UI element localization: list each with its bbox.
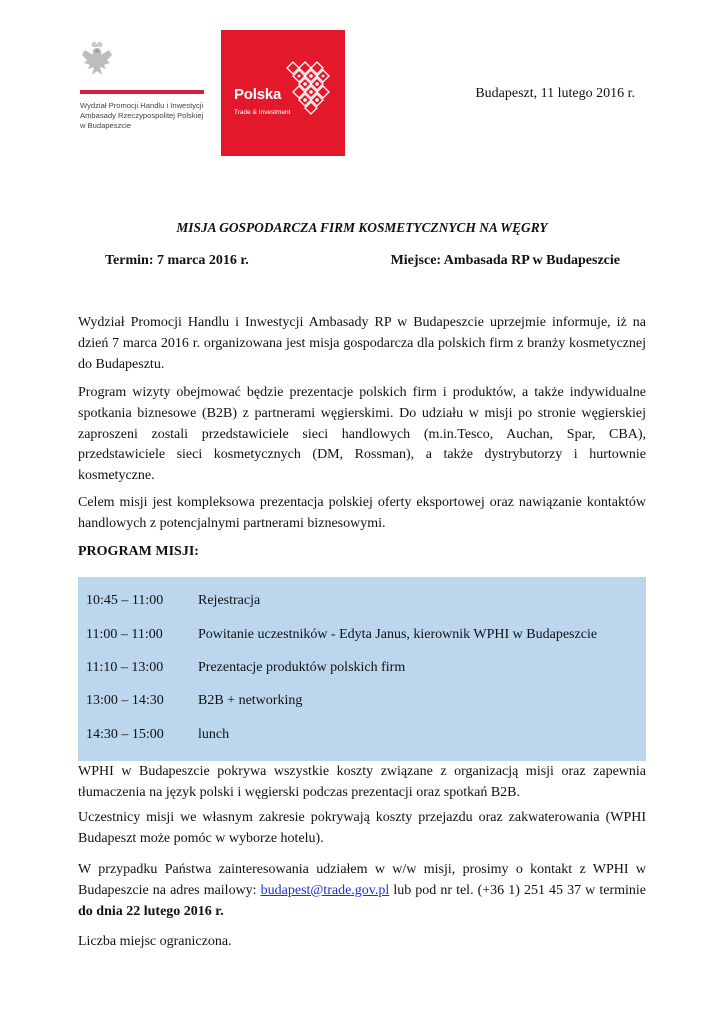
program-row [86,727,229,743]
program-activity: Rejestracja [198,593,261,608]
program-activity: Prezentacje produktów polskich firm [198,660,406,675]
contact-email-link[interactable]: budapest@trade.gov.pl [260,882,390,898]
mission-goal-paragraph: Celem misji jest kompleksowa prezentacja polskiej oferty eksportowej oraz nawiązanie kontaktów handlowych z potencjalnymi partnerami biznesowymi. [78,495,646,531]
department-block [80,101,210,131]
event-date: Termin: 7 marca 2016 r. [105,253,249,268]
brand-name: Polska [234,86,282,103]
diamond-pattern-icon [283,58,339,124]
event-location: Miejsce: Ambasada RP w Budapeszcie [390,253,620,268]
department-line-2: Ambasady Rzeczypospolitej Polskiej [80,111,204,120]
program-activity: lunch [198,727,230,742]
program-time: 13:00 – 14:30 [86,693,164,708]
program-time: 14:30 – 15:00 [86,727,164,742]
document-title: MISJA GOSPODARCZA FIRM KOSMETYCZNYCH NA WĘGRY [176,220,548,235]
program-heading: PROGRAM MISJI: [78,544,199,559]
program-time: 10:45 – 11:00 [86,593,164,608]
closing-note: Liczba miejsc ograniczona. [78,934,232,949]
travel-costs-paragraph: Uczestnicy misji we własnym zakresie pokrywają koszty przejazdu oraz zakwaterowania (WPHI Budapeszt może pomóc w wyborze hotelu). [78,810,646,846]
program-activity: B2B + networking [198,693,303,708]
department-line-1: Wydział Promocji Handlu i Inwestycji [80,101,204,110]
polska-trade-logo [221,30,345,156]
contact-text-before: W przypadku Państwa zainteresowania udziałem w w/w misji, prosimy o kontakt z WPHI w Budapeszcie na adres mailowy: [78,862,646,898]
contact-paragraph [78,860,646,922]
program-description-paragraph: Program wizyty obejmować będzie prezentacje polskich firm i produktów, a także indywidualne spotkania biznesowe (B2B) z partnerami węgierskimi. Do udziału w misji po stronie węgierskiej zaproszeni zostali przedstawiciele sieci handlowych (m.in.Tesco, Auchan, Spar, CBA), przedstawiciele sieci kosmetycznych (DM, Rossman), a także dystrybutorzy i hurtownie kosmetyczne. [78,385,646,484]
intro-paragraph: Wydział Promocji Handlu i Inwestycji Ambasady RP w Budapeszcie uprzejmie informuje, iż na dzień 7 marca 2016 r. organizowana jest misja gospodarcza dla polskich firm z branży kosmetycznej do Budapesztu. [78,315,646,372]
costs-paragraph: WPHI w Budapeszcie pokrywa wszystkie koszty związane z organizacją misji oraz zapewnia tłumaczenia na język polski i węgierski podczas prezentacji oraz spotkań B2B. [78,764,646,800]
red-divider-line [80,90,204,94]
program-row [86,627,597,643]
contact-deadline: do dnia 22 lutego 2016 r. [78,903,224,919]
department-line-3: w Budapeszcie [80,121,132,130]
program-row [86,693,302,709]
program-activity: Powitanie uczestników - Edyta Janus, kierownik WPHI w Budapeszcie [198,627,598,642]
program-time: 11:00 – 11:00 [86,627,163,642]
program-row [86,593,260,609]
contact-text-middle: lub pod nr tel. (+36 1) 251 45 37 w terminie [389,882,646,898]
program-time: 11:10 – 13:00 [86,660,164,675]
brand-tagline: Trade & Investment [234,109,291,116]
program-row [86,660,405,676]
letter-date: Budapeszt, 11 lutego 2016 r. [475,86,635,101]
eagle-emblem-icon [80,40,114,80]
program-table [78,577,646,761]
